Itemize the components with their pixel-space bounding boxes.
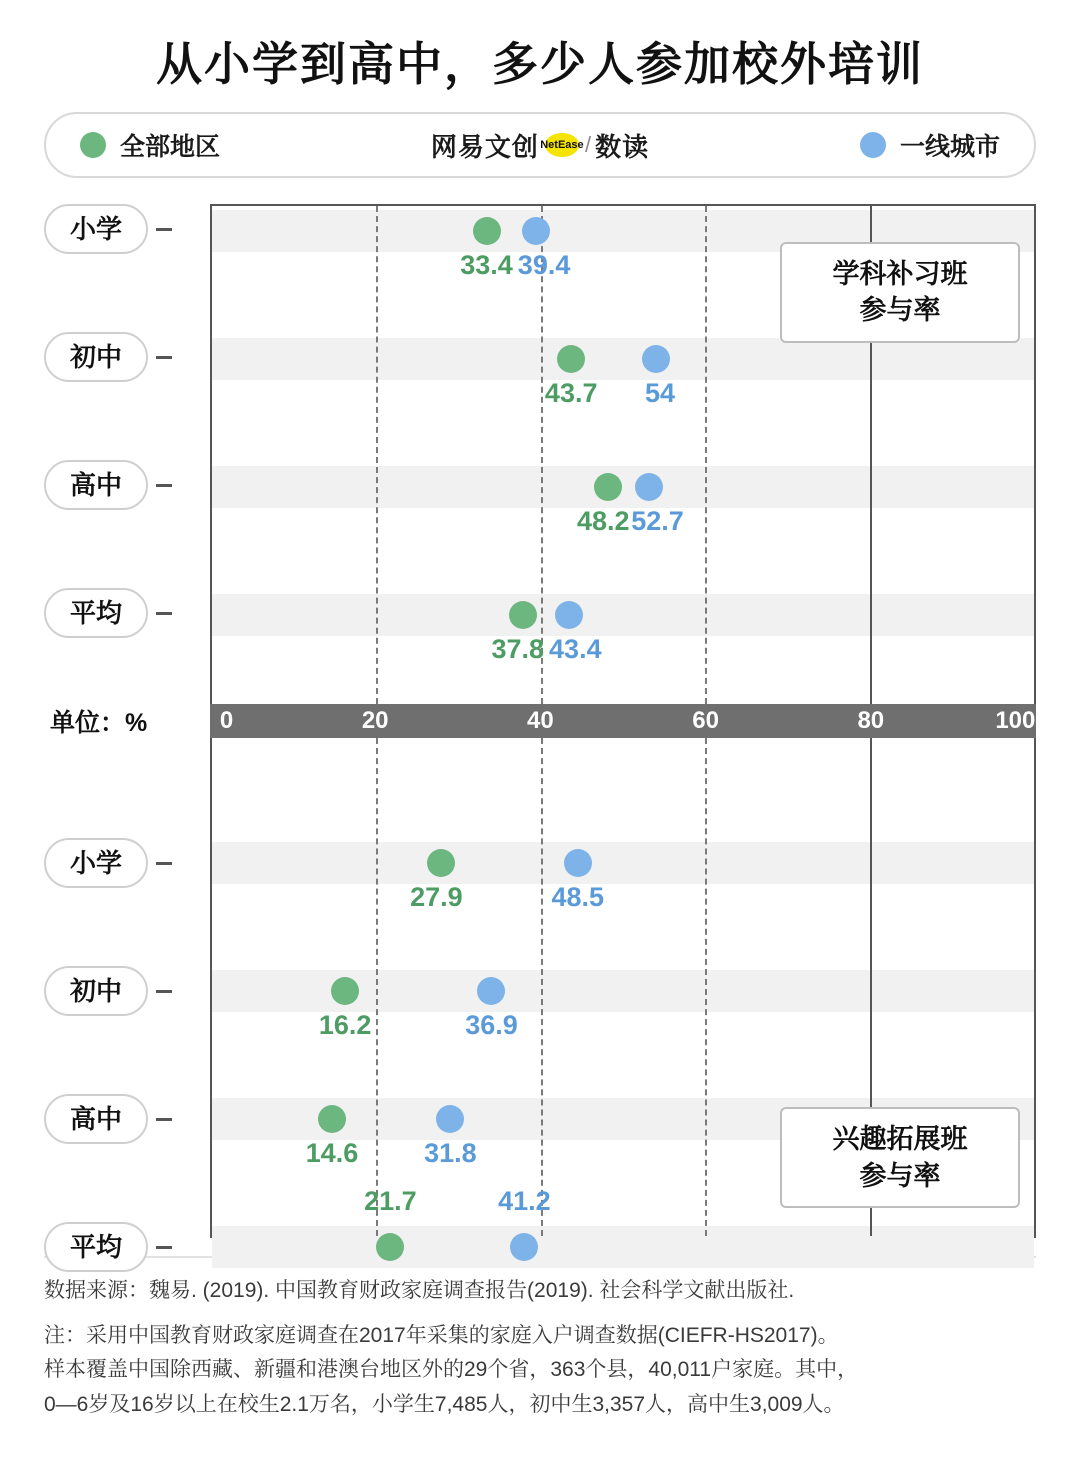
annotation-line-1: 学科补习班 [832,259,968,289]
category-pill: 小学 [44,838,148,888]
category-pill: 初中 [44,966,148,1016]
data-label-blue: 39.4 [517,250,571,280]
brand-subname: 数读 [595,131,650,162]
brand-name: 网易文创 [430,131,539,162]
data-label-blue: 43.4 [549,634,602,664]
tick-dash-icon [156,484,172,487]
tick-dash-icon [156,1246,172,1249]
axis-tick-100: 100 [995,707,1036,734]
category-pill: 平均 [44,588,148,638]
data-label-blue: 31.8 [424,1138,477,1168]
footer [44,1256,1036,1423]
row-band [212,842,1034,884]
category-label-primary [44,838,172,888]
tick-dash-icon [156,862,172,865]
legend-item-tier1-cities [860,127,1000,163]
data-label-blue: 41.2 [498,1186,551,1216]
axis-tick-20: 20 [361,707,389,734]
annotation-box-bottom [780,1107,1020,1208]
annotation-box-top [780,242,1020,343]
annotation-line-1: 兴趣拓展班 [832,1124,968,1155]
annotation-line-2: 参与率 [859,295,941,326]
data-point-green [509,601,537,629]
footer-source: 数据来源：魏易. (2019). 中国教育财政家庭调查报告(2019). 社会科学文献出版社. [44,1279,795,1302]
category-label-senior [44,460,172,510]
data-label-green: 21.7 [364,1186,417,1216]
legend-item-all-regions [80,127,220,163]
page-title: 从小学到高中，多少人参加校外培训 [156,38,924,90]
footer-note-line-1: 注：采用中国教育财政家庭调查在2017年采集的家庭入户调查数据(CIEFR-HS2017)。 [44,1323,839,1347]
data-label-green: 33.4 [460,250,513,280]
category-pill: 初中 [44,332,148,382]
data-point-blue [635,473,663,501]
legend [44,112,1036,178]
gridline-60 [705,206,707,704]
brand-separator: / [584,132,592,157]
data-point-blue [510,1233,538,1261]
data-point-green [427,849,455,877]
category-label-average [44,588,172,638]
data-point-blue [522,217,550,245]
category-label-senior [44,1094,172,1144]
axis-tick-80: 80 [857,707,885,734]
data-label-green: 48.2 [576,506,630,536]
brand-logo [431,127,649,164]
data-point-blue [436,1105,464,1133]
footer-note-line-3: 0—6岁及16岁以上在校生2.1万名，小学生7,485人，初中生3,357人，高中生3,009人。 [44,1392,845,1416]
annotation-line-2: 参与率 [859,1160,941,1191]
data-label-green: 16.2 [318,1010,372,1040]
row-band [212,466,1034,508]
data-point-green [318,1105,346,1133]
row-band [212,338,1034,380]
category-label-junior [44,332,172,382]
gridline-40 [541,738,543,1236]
data-point-blue [477,977,505,1005]
axis-unit-label: 单位：% [50,709,148,737]
data-label-green: 43.7 [544,378,598,408]
category-label-average [44,1222,172,1272]
data-point-green [557,345,585,373]
category-pill: 小学 [44,204,148,254]
category-pill: 平均 [44,1222,148,1272]
data-point-blue [555,601,583,629]
tick-dash-icon [156,612,172,615]
gridline-60 [705,738,707,1236]
axis-tick-40: 40 [527,707,554,734]
data-point-blue [642,345,670,373]
axis-row [44,704,1036,738]
data-label-green: 27.9 [410,882,463,912]
plot-area-bottom [210,738,1036,1238]
tick-dash-icon [156,990,172,993]
data-point-green [473,217,501,245]
category-pill: 高中 [44,1094,148,1144]
legend-label-all-regions: 全部地区 [120,133,221,161]
brand-badge: NetEase [545,133,579,157]
legend-dot-blue-icon [860,132,886,158]
data-point-blue [564,849,592,877]
legend-label-tier1-cities: 一线城市 [899,133,1000,161]
footer-note-line-2: 样本覆盖中国除西藏、新疆和港澳台地区外的29个省，363个县，40,011户家庭。其中， [44,1358,859,1382]
tick-dash-icon [156,228,172,231]
category-label-junior [44,966,172,1016]
data-label-green: 37.8 [491,634,545,664]
data-label-blue: 36.9 [465,1010,518,1040]
row-band [212,1226,1034,1268]
legend-dot-green-icon [80,132,106,158]
data-label-blue: 52.7 [631,506,684,536]
plot-area-top [210,204,1036,704]
data-point-green [331,977,359,1005]
data-label-green: 14.6 [305,1138,359,1168]
chart-panel-top [44,204,1036,704]
data-point-green [594,473,622,501]
data-label-blue: 48.5 [551,882,605,912]
category-label-primary [44,204,172,254]
axis-tick-60: 60 [692,707,719,734]
axis-tick-0: 0 [219,707,234,734]
data-point-green [376,1233,404,1261]
gridline-20 [376,738,378,1236]
tick-dash-icon [156,1118,172,1121]
chart-panel-bottom [44,738,1036,1262]
row-band [212,594,1034,636]
x-axis [50,704,1036,738]
gridline-20 [376,206,378,704]
category-pill: 高中 [44,460,148,510]
data-label-blue: 54 [644,378,676,408]
tick-dash-icon [156,356,172,359]
